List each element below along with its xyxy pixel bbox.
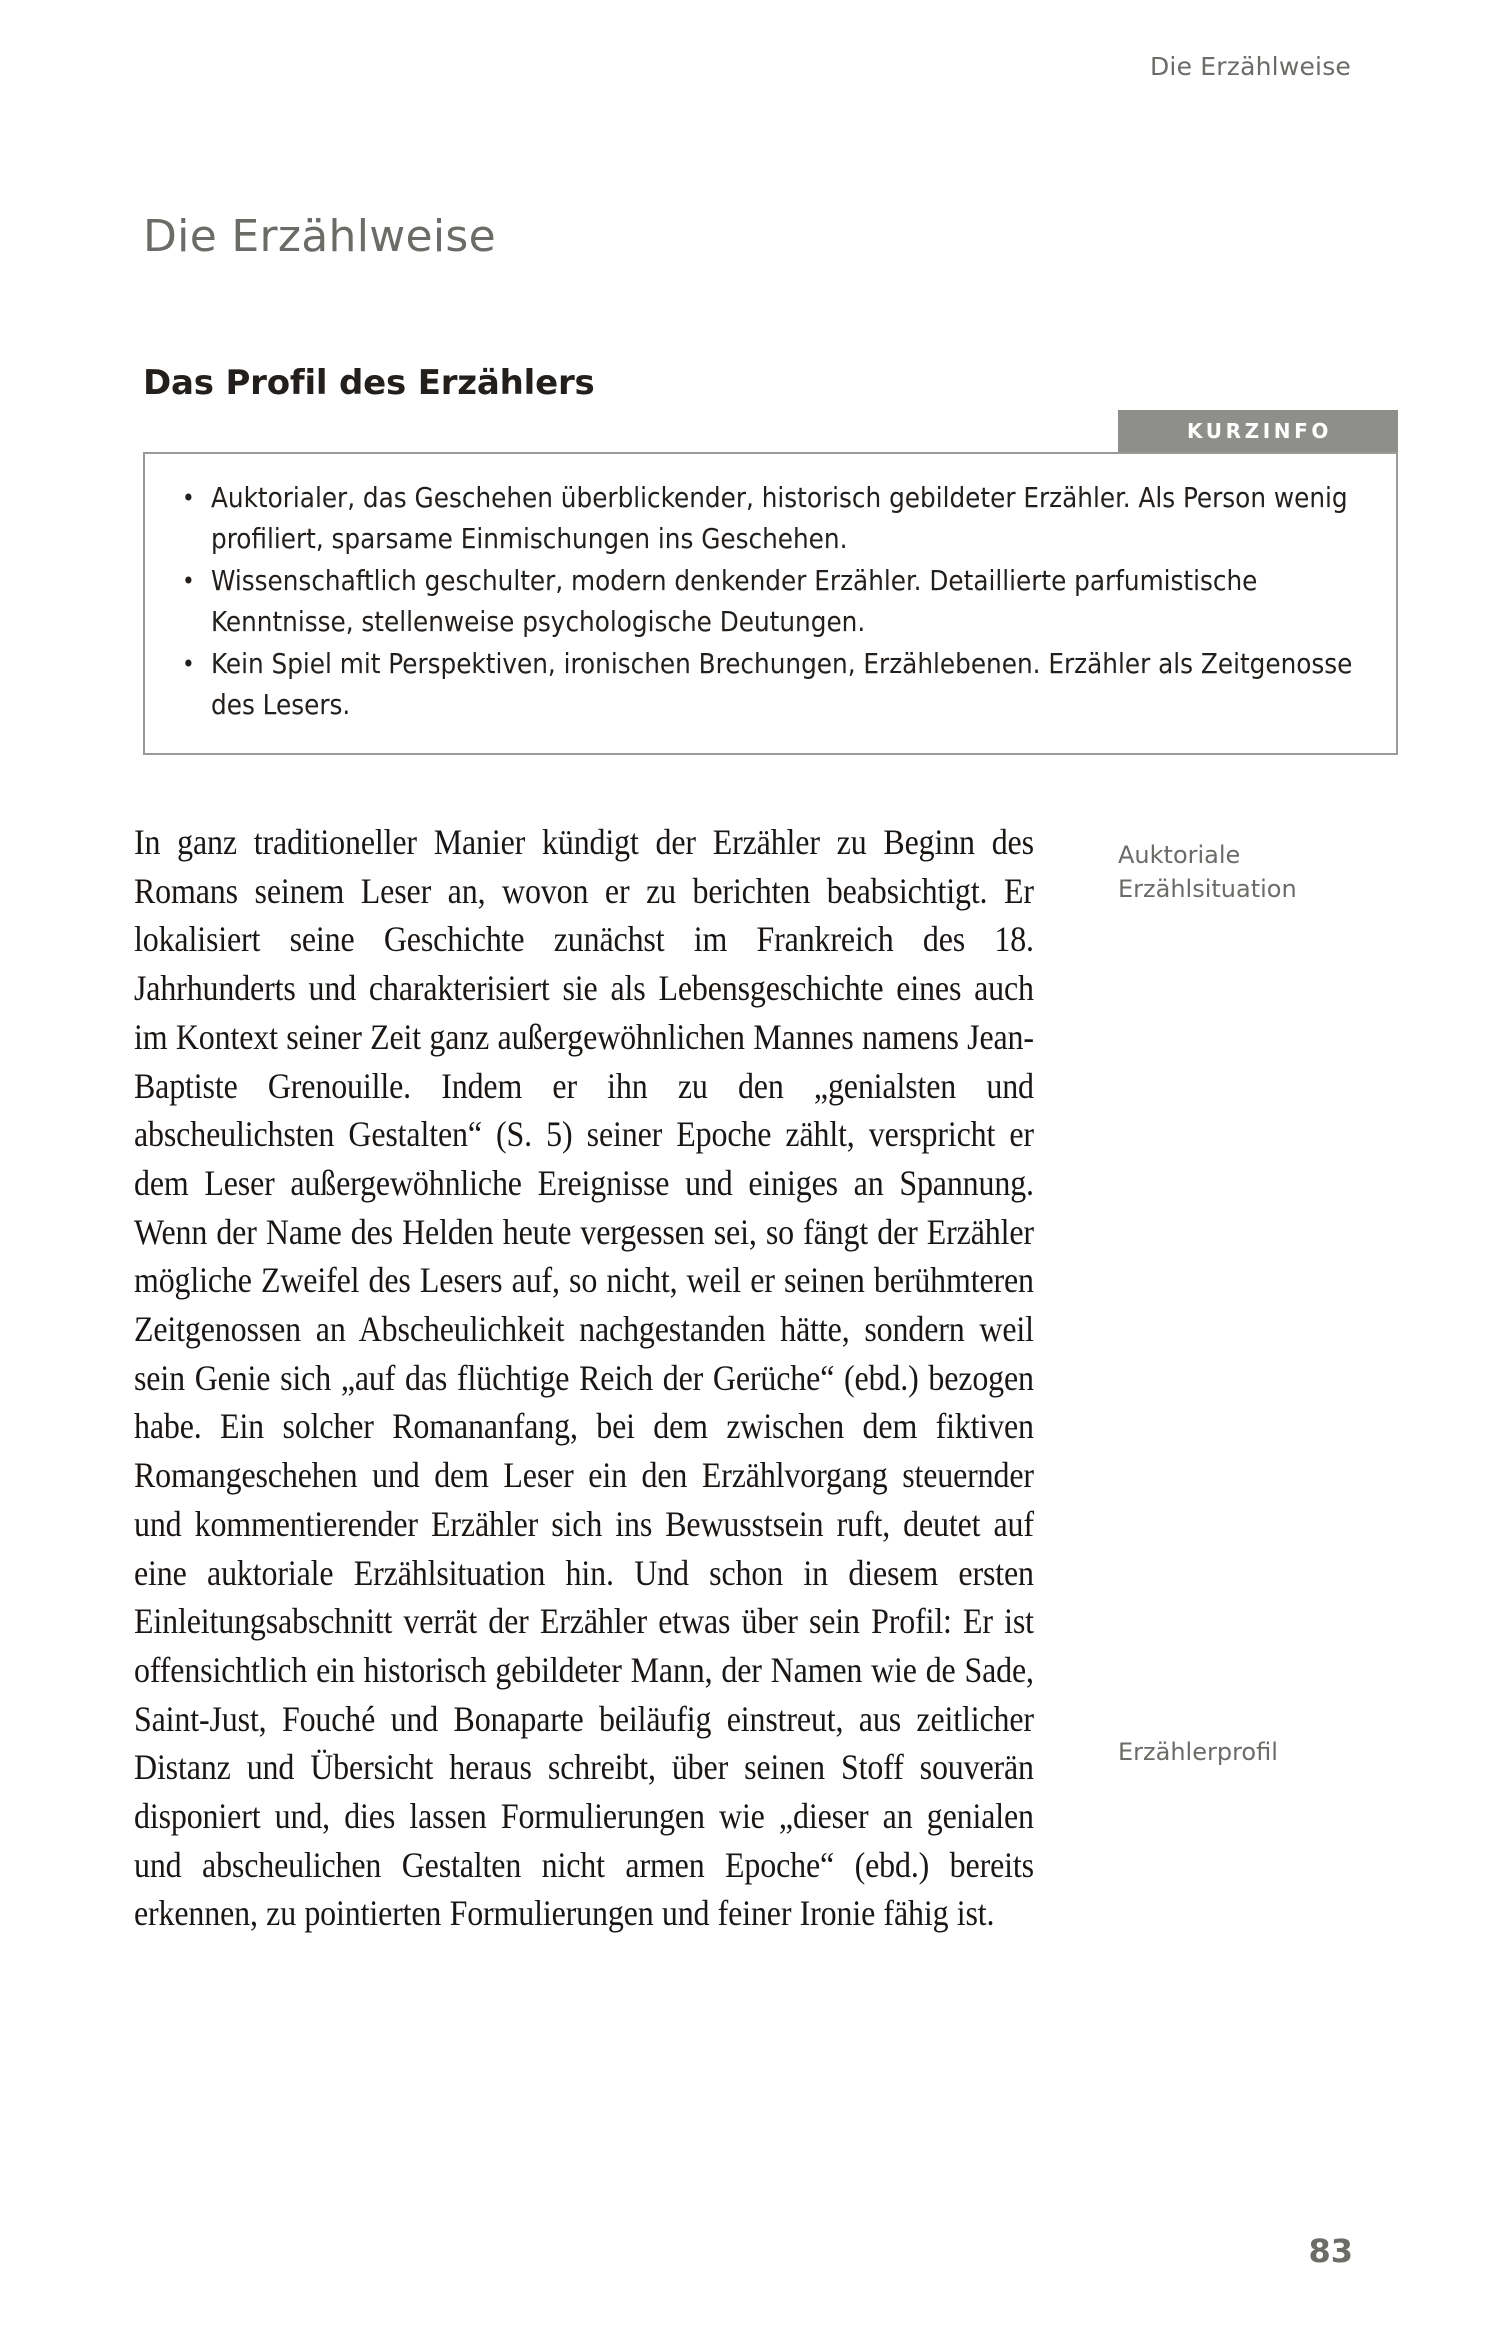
- page-number: 83: [1308, 2232, 1353, 2270]
- kurzinfo-badge-label: KURZINFO: [1187, 419, 1332, 443]
- margin-note-auktoriale-erzaehlsituation: Auktoriale Erzählsituation: [1118, 841, 1297, 903]
- body-text-column: [134, 818, 1034, 1938]
- kurzinfo-badge: [1118, 410, 1398, 452]
- list-item-text: Wissenschaftlich geschulter, modern denkender Erzähler. Detaillierte parfumistische Kenntnisse, stellenweise psychologische Deutungen.: [211, 565, 1258, 638]
- kurzinfo-bullet-list: [175, 478, 1366, 726]
- bullet-icon: •: [182, 484, 195, 512]
- section-heading: Das Profil des Erzählers: [143, 363, 595, 404]
- bullet-icon: •: [182, 567, 195, 595]
- list-item-text: Kein Spiel mit Perspektiven, ironischen Brechungen, Erzählebenen. Erzähler als Zeitgenosse des Lesers.: [211, 648, 1353, 721]
- chapter-title: Die Erzählweise: [143, 211, 496, 263]
- running-head: Die Erzählweise: [1149, 52, 1351, 81]
- bullet-icon: •: [182, 650, 195, 678]
- kurzinfo-box: [143, 452, 1398, 755]
- list-item: [175, 644, 1366, 726]
- list-item: [175, 561, 1366, 643]
- body-paragraph: In ganz traditioneller Manier kündigt der Erzähler zu Beginn des Romans seinem Leser an, wovon er zu berichten beabsichtigt. Er lokalisiert seine Geschichte zunächst im Frankreich des 18. Jahrhunderts und charakterisiert sie als Lebensgeschichte eines auch im Kontext seiner Zeit ganz außergewöhnlichen Mannes namens Jean-Baptiste Grenouille. Indem er ihn zu den „genialsten und abscheulichsten Gestalten“ (S. 5) seiner Epoche zählt, verspricht er dem Leser außergewöhnliche Ereignisse und einiges an Spannung. Wenn der Name des Helden heute vergessen sei, so fängt der Erzähler mögliche Zweifel des Lesers auf, so nicht, weil er seinen berühmteren Zeitgenossen an Abscheulichkeit nachgestanden hätte, sondern weil sein Genie sich „auf das flüchtige Reich der Gerüche“ (ebd.) bezogen habe. Ein solcher Romananfang, bei dem zwischen dem fiktiven Romangeschehen und dem Leser ein den Erzählvorgang steuernder und kommentierender Erzähler sich ins Bewusstsein ruft, deutet auf eine auktoriale Erzählsituation hin. Und schon in diesem ersten Einleitungsabschnitt verrät der Erzähler etwas über sein Profil: Er ist offensichtlich ein historisch gebildeter Mann, der Namen wie de Sade, Saint-Just, Fouché und Bonaparte beiläufig einstreut, aus zeitlicher Distanz und Übersicht heraus schreibt, über seinen Stoff souverän disponiert und, dies lassen Formulierungen wie „dieser an genialen und abscheulichen Gestalten nicht armen Epoche“ (ebd.) bereits erkennen, zu pointierten Formulierungen und feiner Ironie fähig ist.: [134, 822, 1034, 1934]
- list-item-text: Auktorialer, das Geschehen überblickender, historisch gebildeter Erzähler. Als Person wenig profiliert, sparsame Einmischungen ins Geschehen.: [211, 482, 1348, 555]
- list-item: [175, 478, 1366, 560]
- margin-note-erzaehlerprofil: Erzählerprofil: [1118, 1738, 1278, 1766]
